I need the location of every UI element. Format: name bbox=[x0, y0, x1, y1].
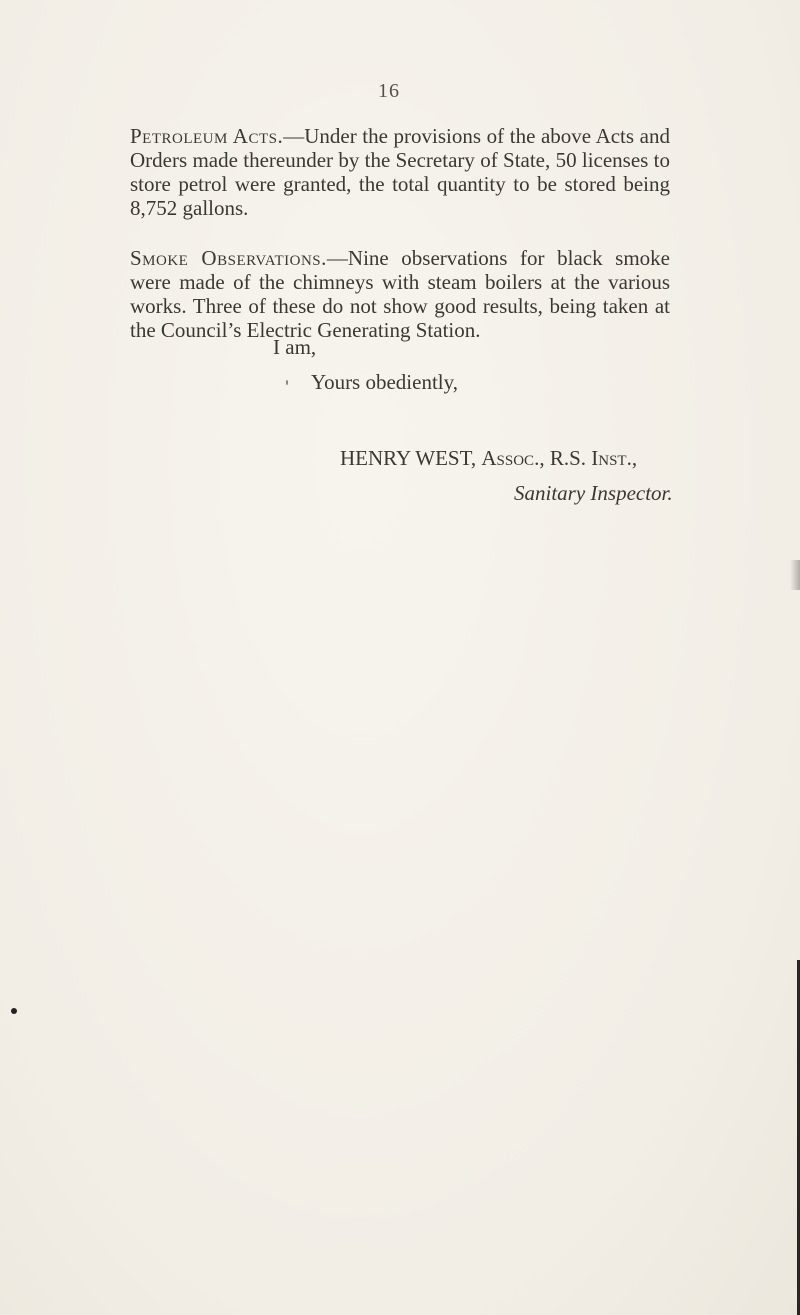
signatory-title: Sanitary Inspector. bbox=[514, 481, 673, 505]
page-number: 16 bbox=[378, 80, 400, 102]
signatory-name: HENRY WEST, bbox=[340, 446, 477, 470]
scan-speck bbox=[11, 1008, 17, 1014]
scan-speck bbox=[286, 380, 288, 385]
signatory-credentials: Assoc., R.S. Inst., bbox=[481, 446, 638, 470]
smoke-observations-heading: Smoke Observations. bbox=[130, 246, 327, 270]
smoke-observations-text: —Nine observations for black smoke were made of the chimneys with steam boilers at the various works. Three of these do not show good results, being taken at the Council’s Electric Generating Station. bbox=[130, 246, 671, 342]
scan-edge-smudge bbox=[790, 560, 800, 590]
closing-salutation: I am, bbox=[273, 335, 317, 359]
petroleum-acts-paragraph bbox=[130, 124, 670, 220]
smoke-observations-paragraph bbox=[130, 246, 670, 342]
closing-valediction: Yours obediently, bbox=[311, 370, 459, 394]
signature-line bbox=[340, 446, 637, 471]
petroleum-acts-heading: Petroleum Acts. bbox=[130, 124, 284, 148]
petroleum-acts-text: —Under the provisions of the above Acts and Orders made thereunder by the Secretary of State, 50 licenses to store petrol were granted, the total quantity to be stored being 8,752 gallons. bbox=[130, 124, 670, 220]
